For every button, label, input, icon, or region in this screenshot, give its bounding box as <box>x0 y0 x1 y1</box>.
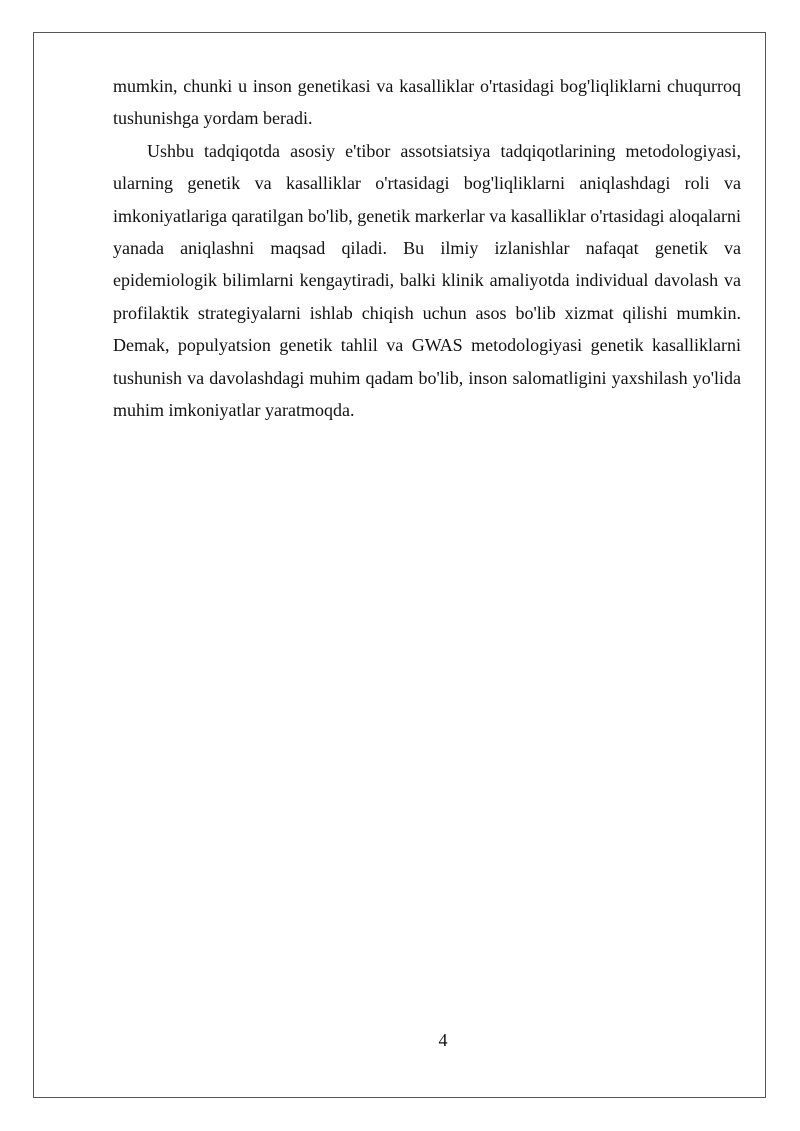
document-body <box>113 70 741 426</box>
paragraph-continuation: mumkin, chunki u inson genetikasi va kasalliklar o'rtasidagi bog'liqliklarni chuqurroq tushunishga yordam beradi. <box>113 76 741 129</box>
paragraph-main: Ushbu tadqiqotda asosiy e'tibor assotsiatsiya tadqiqotlarining metodologiyasi, ularning genetik va kasalliklar o'rtasidagi bog'liqliklarni aniqlashdagi roli va imkoniyatlariga qaratilgan bo'lib, genetik markerlar va kasalliklar o'rtasidagi aloqalarni yanada aniqlashni maqsad qiladi. Bu ilmiy izlanishlar nafaqat genetik va epidemiologik bilimlarni kengaytiradi, balki klinik amaliyotda individual davolash va profilaktik strategiyalarni ishlab chiqish uchun asos bo'lib xizmat qilishi mumkin. Demak, populyatsion genetik tahlil va GWAS metodologiyasi genetik kasalliklarni tushunish va davolashdagi muhim qadam bo'lib, inson salomatligini yaxshilash yo'lida muhim imkoniyatlar yaratmoqda. <box>113 140 741 421</box>
page-number: 4 <box>438 1030 448 1050</box>
